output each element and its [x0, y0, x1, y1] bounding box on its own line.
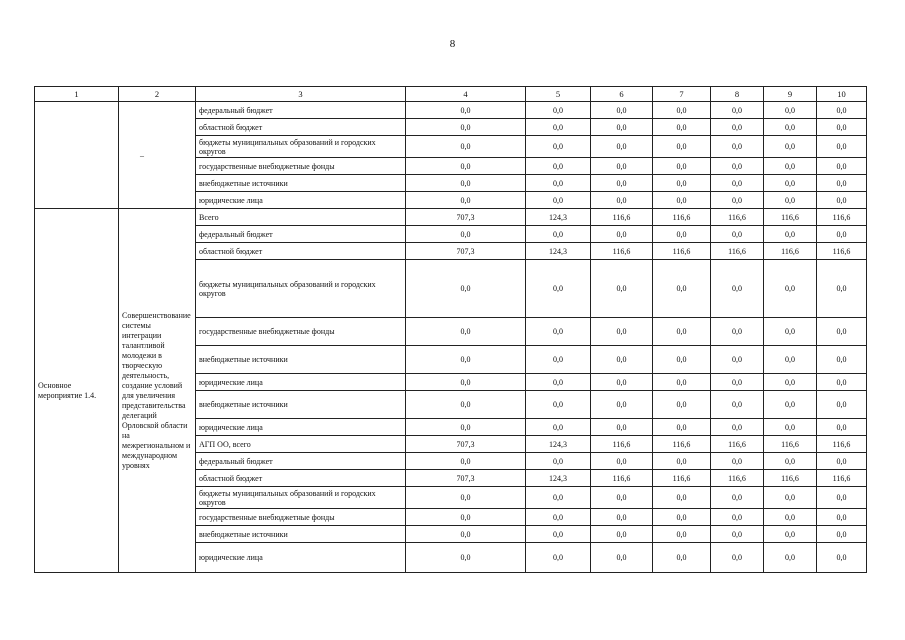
- header-cell: 9: [764, 87, 817, 102]
- funding-source-cell: государственные внебюджетные фонды: [196, 158, 406, 175]
- value-cell: 0,0: [653, 136, 711, 158]
- value-cell: 0,0: [653, 226, 711, 243]
- value-cell: 116,6: [711, 470, 764, 487]
- value-cell: 707,3: [406, 243, 526, 260]
- funding-source-cell: бюджеты муниципальных образований и городских округов: [196, 487, 406, 509]
- header-cell: 5: [526, 87, 591, 102]
- value-cell: 116,6: [711, 243, 764, 260]
- value-cell: 0,0: [711, 487, 764, 509]
- value-cell: 0,0: [526, 192, 591, 209]
- value-cell: 0,0: [817, 260, 867, 318]
- page-number: 8: [449, 38, 456, 50]
- table-body: [35, 102, 867, 573]
- value-cell: 0,0: [406, 102, 526, 119]
- value-cell: 0,0: [764, 419, 817, 436]
- value-cell: 0,0: [526, 102, 591, 119]
- funding-source-cell: юридические лица: [196, 543, 406, 573]
- value-cell: 0,0: [526, 346, 591, 374]
- value-cell: 0,0: [764, 526, 817, 543]
- value-cell: 0,0: [653, 374, 711, 391]
- funding-source-cell: Всего: [196, 209, 406, 226]
- value-cell: 0,0: [406, 419, 526, 436]
- value-cell: 0,0: [817, 543, 867, 573]
- funding-source-cell: государственные внебюджетные фонды: [196, 509, 406, 526]
- value-cell: 0,0: [526, 226, 591, 243]
- value-cell: 0,0: [591, 419, 653, 436]
- funding-source-cell: бюджеты муниципальных образований и городских округов: [196, 136, 406, 158]
- value-cell: 0,0: [764, 175, 817, 192]
- description-cell: [119, 102, 196, 209]
- value-cell: 116,6: [591, 243, 653, 260]
- value-cell: 0,0: [711, 419, 764, 436]
- value-cell: 0,0: [711, 119, 764, 136]
- value-cell: 0,0: [817, 175, 867, 192]
- value-cell: 0,0: [764, 119, 817, 136]
- dash-mark: –: [140, 150, 144, 160]
- funding-source-cell: внебюджетные источники: [196, 175, 406, 192]
- funding-source-cell: юридические лица: [196, 419, 406, 436]
- value-cell: 0,0: [711, 391, 764, 419]
- funding-source-cell: областной бюджет: [196, 119, 406, 136]
- value-cell: 0,0: [764, 158, 817, 175]
- value-cell: 0,0: [764, 318, 817, 346]
- value-cell: 0,0: [406, 318, 526, 346]
- funding-source-cell: юридические лица: [196, 192, 406, 209]
- value-cell: 0,0: [817, 192, 867, 209]
- value-cell: 0,0: [817, 526, 867, 543]
- value-cell: 0,0: [406, 509, 526, 526]
- value-cell: 0,0: [653, 346, 711, 374]
- value-cell: 0,0: [711, 374, 764, 391]
- value-cell: 0,0: [526, 175, 591, 192]
- value-cell: 0,0: [764, 102, 817, 119]
- value-cell: 0,0: [653, 175, 711, 192]
- value-cell: 0,0: [591, 391, 653, 419]
- funding-source-cell: бюджеты муниципальных образований и городских округов: [196, 260, 406, 318]
- value-cell: 0,0: [653, 260, 711, 318]
- table-row: [35, 209, 867, 226]
- value-cell: 116,6: [653, 243, 711, 260]
- value-cell: 0,0: [711, 318, 764, 346]
- value-cell: 0,0: [764, 509, 817, 526]
- value-cell: 0,0: [817, 509, 867, 526]
- value-cell: 0,0: [526, 419, 591, 436]
- value-cell: 0,0: [591, 175, 653, 192]
- value-cell: 0,0: [711, 136, 764, 158]
- value-cell: 0,0: [817, 391, 867, 419]
- value-cell: 0,0: [764, 226, 817, 243]
- value-cell: 116,6: [764, 243, 817, 260]
- value-cell: 0,0: [817, 487, 867, 509]
- value-cell: 0,0: [764, 374, 817, 391]
- value-cell: 0,0: [591, 509, 653, 526]
- value-cell: 116,6: [764, 470, 817, 487]
- value-cell: 0,0: [526, 526, 591, 543]
- value-cell: 0,0: [764, 260, 817, 318]
- funding-source-cell: внебюджетные источники: [196, 346, 406, 374]
- funding-source-cell: федеральный бюджет: [196, 453, 406, 470]
- value-cell: 116,6: [711, 209, 764, 226]
- value-cell: 0,0: [526, 158, 591, 175]
- value-cell: 0,0: [653, 526, 711, 543]
- value-cell: 0,0: [406, 158, 526, 175]
- value-cell: 124,3: [526, 436, 591, 453]
- value-cell: 0,0: [591, 487, 653, 509]
- value-cell: 0,0: [591, 260, 653, 318]
- value-cell: 0,0: [764, 391, 817, 419]
- value-cell: 0,0: [764, 192, 817, 209]
- value-cell: 124,3: [526, 243, 591, 260]
- value-cell: 0,0: [711, 453, 764, 470]
- value-cell: 0,0: [406, 543, 526, 573]
- funding-source-cell: внебюджетные источники: [196, 526, 406, 543]
- value-cell: 0,0: [764, 487, 817, 509]
- value-cell: 124,3: [526, 209, 591, 226]
- event-title-cell: Основное мероприятие 1.4.: [35, 209, 119, 573]
- value-cell: 0,0: [591, 158, 653, 175]
- value-cell: 0,0: [591, 346, 653, 374]
- value-cell: 0,0: [711, 346, 764, 374]
- value-cell: 0,0: [711, 526, 764, 543]
- value-cell: 0,0: [653, 158, 711, 175]
- value-cell: 0,0: [591, 374, 653, 391]
- value-cell: 0,0: [406, 487, 526, 509]
- value-cell: 0,0: [817, 158, 867, 175]
- value-cell: 707,3: [406, 470, 526, 487]
- header-row: [35, 87, 867, 102]
- value-cell: 0,0: [591, 526, 653, 543]
- value-cell: 0,0: [526, 487, 591, 509]
- value-cell: 116,6: [653, 470, 711, 487]
- value-cell: 0,0: [711, 509, 764, 526]
- header-cell: 3: [196, 87, 406, 102]
- value-cell: 0,0: [653, 192, 711, 209]
- value-cell: 0,0: [764, 543, 817, 573]
- value-cell: 707,3: [406, 436, 526, 453]
- header-cell: 6: [591, 87, 653, 102]
- header-cell: 4: [406, 87, 526, 102]
- funding-source-cell: государственные внебюджетные фонды: [196, 318, 406, 346]
- value-cell: 116,6: [591, 209, 653, 226]
- header-cell: 2: [119, 87, 196, 102]
- value-cell: 0,0: [591, 136, 653, 158]
- value-cell: 0,0: [711, 102, 764, 119]
- value-cell: 0,0: [406, 453, 526, 470]
- event-description-cell: Совершенствование системы интеграции талантливой молодежи в творческую деятельность, создание условий для увеличения представительства делегаций Орловской области на межрегиональном и международном уровнях: [119, 209, 196, 573]
- value-cell: 0,0: [653, 318, 711, 346]
- value-cell: 0,0: [711, 226, 764, 243]
- value-cell: 0,0: [817, 318, 867, 346]
- value-cell: 116,6: [764, 436, 817, 453]
- value-cell: 116,6: [653, 436, 711, 453]
- value-cell: 116,6: [591, 470, 653, 487]
- value-cell: 707,3: [406, 209, 526, 226]
- value-cell: 0,0: [817, 119, 867, 136]
- value-cell: 0,0: [591, 192, 653, 209]
- value-cell: 0,0: [526, 509, 591, 526]
- value-cell: 124,3: [526, 470, 591, 487]
- value-cell: 0,0: [764, 136, 817, 158]
- funding-source-cell: внебюджетные источники: [196, 391, 406, 419]
- value-cell: 0,0: [591, 226, 653, 243]
- value-cell: 0,0: [817, 419, 867, 436]
- value-cell: 116,6: [817, 436, 867, 453]
- header-cell: 7: [653, 87, 711, 102]
- value-cell: 0,0: [653, 119, 711, 136]
- value-cell: 0,0: [817, 102, 867, 119]
- value-cell: 116,6: [711, 436, 764, 453]
- header-cell: 10: [817, 87, 867, 102]
- value-cell: 0,0: [406, 136, 526, 158]
- value-cell: 0,0: [526, 119, 591, 136]
- value-cell: 0,0: [591, 453, 653, 470]
- value-cell: 0,0: [406, 260, 526, 318]
- funding-source-cell: АГП ОО, всего: [196, 436, 406, 453]
- value-cell: 0,0: [817, 226, 867, 243]
- value-cell: 0,0: [526, 318, 591, 346]
- value-cell: 0,0: [764, 346, 817, 374]
- value-cell: 116,6: [764, 209, 817, 226]
- value-cell: 116,6: [817, 209, 867, 226]
- value-cell: 116,6: [817, 470, 867, 487]
- value-cell: 0,0: [711, 175, 764, 192]
- value-cell: 0,0: [711, 192, 764, 209]
- value-cell: 0,0: [591, 318, 653, 346]
- value-cell: 0,0: [653, 453, 711, 470]
- table-row: [35, 102, 867, 119]
- value-cell: 0,0: [526, 136, 591, 158]
- value-cell: 0,0: [653, 391, 711, 419]
- value-cell: 0,0: [406, 526, 526, 543]
- value-cell: 0,0: [817, 453, 867, 470]
- value-cell: 116,6: [591, 436, 653, 453]
- value-cell: 116,6: [653, 209, 711, 226]
- value-cell: 0,0: [406, 119, 526, 136]
- value-cell: 0,0: [406, 192, 526, 209]
- header-cell: 1: [35, 87, 119, 102]
- value-cell: 0,0: [526, 260, 591, 318]
- value-cell: 0,0: [817, 374, 867, 391]
- value-cell: 0,0: [653, 487, 711, 509]
- value-cell: 0,0: [406, 226, 526, 243]
- value-cell: 0,0: [591, 102, 653, 119]
- funding-source-cell: федеральный бюджет: [196, 226, 406, 243]
- value-cell: 0,0: [406, 346, 526, 374]
- value-cell: 0,0: [817, 136, 867, 158]
- value-cell: 0,0: [653, 102, 711, 119]
- value-cell: 0,0: [526, 374, 591, 391]
- funding-source-cell: областной бюджет: [196, 470, 406, 487]
- event-cell: [35, 102, 119, 209]
- funding-source-cell: федеральный бюджет: [196, 102, 406, 119]
- value-cell: 0,0: [653, 509, 711, 526]
- funding-source-cell: юридические лица: [196, 374, 406, 391]
- header-cell: 8: [711, 87, 764, 102]
- value-cell: 0,0: [653, 543, 711, 573]
- value-cell: 0,0: [817, 346, 867, 374]
- value-cell: 0,0: [526, 543, 591, 573]
- value-cell: 0,0: [406, 374, 526, 391]
- budget-table: [34, 86, 867, 573]
- value-cell: 0,0: [591, 119, 653, 136]
- value-cell: 0,0: [406, 391, 526, 419]
- value-cell: 116,6: [817, 243, 867, 260]
- value-cell: 0,0: [711, 260, 764, 318]
- value-cell: 0,0: [653, 419, 711, 436]
- funding-source-cell: областной бюджет: [196, 243, 406, 260]
- value-cell: 0,0: [406, 175, 526, 192]
- value-cell: 0,0: [764, 453, 817, 470]
- value-cell: 0,0: [591, 543, 653, 573]
- value-cell: 0,0: [526, 391, 591, 419]
- value-cell: 0,0: [526, 453, 591, 470]
- value-cell: 0,0: [711, 158, 764, 175]
- value-cell: 0,0: [711, 543, 764, 573]
